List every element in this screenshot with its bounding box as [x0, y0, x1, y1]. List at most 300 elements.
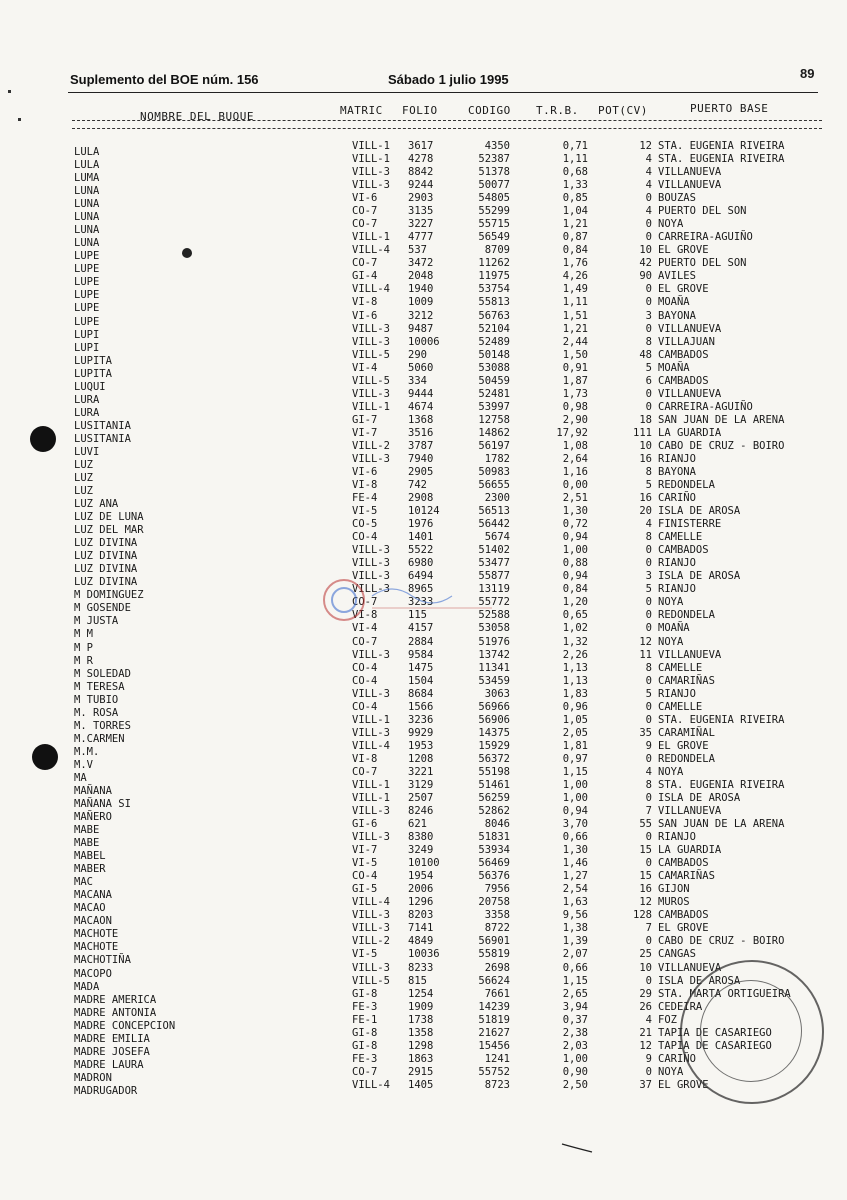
cell-trb: 3,94	[562, 1000, 588, 1013]
cell-codigo: 51819	[478, 1013, 510, 1026]
cell-trb: 1,30	[562, 505, 588, 518]
cell-trb: 1,73	[562, 387, 588, 400]
cell-codigo: 56469	[478, 857, 510, 870]
cell-folio: 115	[408, 609, 427, 622]
cell-puerto: EL GROVE	[658, 244, 709, 257]
cell-pot: 0	[645, 218, 652, 231]
cell-folio: 8203	[408, 909, 434, 922]
cell-matric: CO-5	[352, 518, 378, 531]
cell-folio: 7940	[408, 452, 434, 465]
cell-codigo: 56624	[478, 974, 510, 987]
cell-matric: VILL-4	[352, 1078, 390, 1091]
cell-folio: 4849	[408, 935, 434, 948]
cell-codigo: 8046	[484, 818, 510, 831]
cell-pot: 0	[645, 935, 652, 948]
cell-trb: 1,83	[562, 687, 588, 700]
table-row	[0, 309, 847, 328]
cell-name: MACAO	[74, 902, 106, 915]
cell-pot: 0	[645, 857, 652, 870]
cell-folio: 621	[408, 818, 427, 831]
cell-puerto: BAYONA	[658, 466, 696, 478]
cell-pot: 4	[645, 179, 652, 192]
cell-pot: 21	[639, 1026, 652, 1039]
cell-name: LULA	[74, 146, 100, 158]
table-row	[0, 896, 847, 915]
cell-trb: 0,84	[562, 244, 588, 257]
cell-folio: 3129	[408, 778, 434, 791]
cell-trb: 4,26	[562, 270, 588, 283]
cell-name: MAC	[74, 876, 93, 889]
cell-puerto: RIANJO	[658, 557, 696, 570]
cell-trb: 0,97	[562, 752, 588, 765]
library-watermark-logo	[322, 566, 522, 636]
cell-puerto: STA. EUGENIA RIVEIRA	[658, 153, 785, 166]
cell-trb: 1,13	[562, 661, 588, 674]
punch-hole-mark	[30, 426, 56, 452]
table-row	[0, 765, 847, 784]
cell-trb: 1,20	[562, 596, 588, 609]
cell-puerto: VILLANUEVA	[658, 648, 722, 661]
cell-folio: 1738	[408, 1013, 434, 1026]
cell-folio: 1566	[408, 700, 434, 713]
cell-trb: 0,72	[562, 518, 588, 531]
cell-name: MACHOTIÑA	[74, 954, 131, 967]
cell-matric: GI-5	[352, 883, 378, 896]
cell-puerto: CABO DE CRUZ - BOIRO	[658, 935, 785, 948]
table-row	[0, 361, 847, 380]
cell-pot: 0	[645, 283, 652, 296]
cell-folio: 3227	[408, 218, 434, 231]
cell-folio: 1976	[408, 518, 434, 531]
cell-name: M TERESA	[74, 680, 125, 693]
cell-codigo: 1782	[484, 452, 510, 465]
publication-date: Sábado 1 julio 1995	[388, 72, 509, 87]
cell-matric: VILL-1	[352, 713, 390, 726]
cell-matric: VI-7	[352, 426, 378, 439]
cell-folio: 1358	[408, 1026, 434, 1039]
cell-matric: VILL-3	[352, 805, 390, 818]
cell-matric: VILL-3	[352, 570, 390, 583]
cell-pot: 12	[639, 1039, 652, 1052]
cell-codigo: 53754	[478, 283, 510, 296]
cell-codigo: 54805	[478, 192, 510, 205]
cell-pot: 4	[645, 1013, 652, 1026]
cell-codigo: 56763	[478, 309, 510, 322]
cell-matric: VILL-3	[352, 179, 390, 192]
cell-name: LUPI	[74, 328, 100, 341]
cell-codigo: 53088	[478, 361, 510, 374]
cell-folio: 1208	[408, 752, 434, 765]
cell-codigo: 1241	[484, 1052, 510, 1065]
cell-pot: 5	[645, 583, 652, 596]
cell-codigo: 7956	[484, 883, 510, 896]
cell-pot: 9	[645, 1052, 652, 1065]
cell-trb: 2,50	[562, 1078, 588, 1091]
cell-trb: 2,03	[562, 1039, 588, 1052]
cell-matric: VI-7	[352, 844, 378, 857]
cell-pot: 7	[645, 922, 652, 935]
cell-trb: 2,44	[562, 335, 588, 348]
cell-puerto: CAMARIÑAS	[658, 674, 715, 687]
cell-pot: 128	[633, 909, 652, 922]
cell-matric: VILL-3	[352, 544, 390, 557]
cell-name: LUPE	[74, 315, 100, 328]
cell-folio: 8965	[408, 583, 434, 596]
cell-codigo: 53997	[478, 400, 510, 413]
cell-folio: 3212	[408, 309, 434, 322]
cell-codigo: 55772	[478, 596, 510, 609]
table-row	[0, 492, 847, 511]
cell-pot: 12	[639, 896, 652, 909]
cell-pot: 15	[639, 870, 652, 883]
cell-name: MADRON	[74, 1071, 112, 1084]
cell-puerto: MOAÑA	[658, 361, 690, 374]
cell-folio: 4777	[408, 231, 434, 244]
cell-matric: VI-6	[352, 466, 378, 478]
cell-puerto: EL GROVE	[658, 1078, 709, 1091]
cell-pot: 0	[645, 557, 652, 570]
cell-trb: 0,91	[562, 361, 588, 374]
cell-folio: 815	[408, 974, 427, 987]
cell-codigo: 14375	[478, 726, 510, 739]
table-row	[0, 205, 847, 224]
cell-codigo: 56442	[478, 518, 510, 531]
table-row	[0, 661, 847, 680]
cell-codigo: 50077	[478, 179, 510, 192]
cell-codigo: 53058	[478, 622, 510, 635]
table-row	[0, 387, 847, 406]
table-row	[0, 909, 847, 928]
cell-name: MADRUGADOR	[74, 1084, 138, 1097]
cell-matric: GI-8	[352, 1039, 378, 1052]
header-dashed-rule-2	[72, 128, 822, 129]
cell-trb: 0,85	[562, 192, 588, 205]
cell-pot: 0	[645, 831, 652, 844]
cell-puerto: VILLANUEVA	[658, 166, 722, 179]
table-row	[0, 231, 847, 250]
cell-trb: 1,46	[562, 857, 588, 870]
cell-pot: 4	[645, 765, 652, 778]
cell-matric: VILL-3	[352, 557, 390, 570]
cell-codigo: 55813	[478, 296, 510, 309]
cell-matric: VILL-4	[352, 283, 390, 296]
cell-codigo: 55198	[478, 765, 510, 778]
cell-puerto: MOAÑA	[658, 622, 690, 635]
cell-matric: VI-8	[352, 609, 378, 622]
cell-pot: 0	[645, 622, 652, 635]
cell-name: LUNA	[74, 198, 100, 211]
cell-pot: 8	[645, 778, 652, 791]
cell-pot: 5	[645, 479, 652, 492]
cell-name: LUSITANIA	[74, 432, 131, 445]
cell-name: LUZ ANA	[74, 498, 119, 511]
table-row	[0, 752, 847, 771]
cell-trb: 1,33	[562, 179, 588, 192]
cell-matric: VILL-2	[352, 935, 390, 948]
cell-matric: CO-4	[352, 531, 378, 544]
cell-puerto: VILLANUEVA	[658, 805, 722, 818]
cell-codigo: 56376	[478, 870, 510, 883]
cell-name: LUPE	[74, 289, 100, 302]
cell-trb: 0,94	[562, 570, 588, 583]
cell-matric: VI-4	[352, 361, 378, 374]
cell-matric: GI-4	[352, 270, 378, 283]
cell-name: LUPITA	[74, 354, 112, 367]
cell-matric: VI-6	[352, 309, 378, 322]
cell-pot: 35	[639, 726, 652, 739]
cell-codigo: 53934	[478, 844, 510, 857]
cell-trb: 1,05	[562, 713, 588, 726]
cell-puerto: ISLA DE AROSA	[658, 974, 741, 987]
cell-trb: 0,96	[562, 700, 588, 713]
column-header-matric: MATRIC	[340, 104, 383, 117]
cell-folio: 9584	[408, 648, 434, 661]
cell-puerto: ISLA DE AROSA	[658, 570, 741, 583]
cell-pot: 8	[645, 466, 652, 478]
table-row	[0, 505, 847, 524]
cell-folio: 3787	[408, 439, 434, 452]
cell-folio: 4278	[408, 153, 434, 166]
cell-codigo: 50459	[478, 374, 510, 387]
cell-codigo: 50983	[478, 466, 510, 478]
cell-name: MADRE EMILIA	[74, 1032, 150, 1045]
cell-matric: CO-7	[352, 1065, 378, 1078]
cell-pot: 0	[645, 713, 652, 726]
cell-pot: 0	[645, 674, 652, 687]
cell-puerto: PUERTO DEL SON	[658, 257, 747, 270]
cell-codigo: 53477	[478, 557, 510, 570]
cell-matric: VILL-3	[352, 831, 390, 844]
cell-pot: 4	[645, 518, 652, 531]
cell-codigo: 51402	[478, 544, 510, 557]
cell-codigo: 8723	[484, 1078, 510, 1091]
cell-pot: 55	[639, 818, 652, 831]
column-header-trb: T.R.B.	[536, 104, 579, 117]
cell-puerto: TAPIA DE CASARIEGO	[658, 1039, 772, 1052]
page-number: 89	[800, 66, 815, 81]
table-row	[0, 531, 847, 550]
cell-folio: 742	[408, 479, 427, 492]
cell-name: M TUBIO	[74, 693, 119, 706]
cell-pot: 11	[639, 648, 652, 661]
cell-trb: 2,65	[562, 987, 588, 1000]
cell-folio: 1368	[408, 413, 434, 426]
cell-matric: VILL-1	[352, 778, 390, 791]
cell-codigo: 21627	[478, 1026, 510, 1039]
cell-pot: 37	[639, 1078, 652, 1091]
cell-name: LUZ	[74, 485, 93, 498]
cell-folio: 2903	[408, 192, 434, 205]
cell-folio: 6980	[408, 557, 434, 570]
cell-codigo: 14862	[478, 426, 510, 439]
cell-name: MACANA	[74, 889, 112, 902]
punch-hole-mark	[32, 744, 58, 770]
cell-trb: 1,04	[562, 205, 588, 218]
cell-matric: VILL-1	[352, 231, 390, 244]
cell-name: MADRE ANTONIA	[74, 1006, 157, 1019]
cell-trb: 1,21	[562, 218, 588, 231]
cell-pot: 4	[645, 153, 652, 166]
table-row	[0, 179, 847, 198]
cell-trb: 0,88	[562, 557, 588, 570]
cell-matric: VILL-3	[352, 961, 390, 974]
cell-folio: 8842	[408, 166, 434, 179]
cell-puerto: RIANJO	[658, 687, 696, 700]
cell-name: LUQUI	[74, 380, 106, 393]
table-row	[0, 635, 847, 654]
scan-dot	[8, 90, 11, 93]
cell-puerto: STA. EUGENIA RIVEIRA	[658, 140, 785, 152]
cell-matric: VILL-1	[352, 792, 390, 804]
cell-codigo: 15929	[478, 739, 510, 752]
cell-puerto: CARAMIÑAL	[658, 726, 715, 739]
cell-puerto: STA. EUGENIA RIVEIRA	[658, 713, 785, 726]
cell-pot: 111	[633, 426, 652, 439]
cell-puerto: CAMARIÑAS	[658, 870, 715, 883]
cell-pot: 3	[645, 570, 652, 583]
cell-puerto: TAPIA DE CASARIEGO	[658, 1026, 772, 1039]
cell-name: LUPE	[74, 302, 100, 315]
cell-pot: 0	[645, 192, 652, 205]
cell-pot: 0	[645, 596, 652, 609]
cell-puerto: RIANJO	[658, 452, 696, 465]
cell-codigo: 11341	[478, 661, 510, 674]
cell-puerto: CAMBADOS	[658, 348, 709, 361]
cell-folio: 9929	[408, 726, 434, 739]
table-row	[0, 244, 847, 263]
cell-puerto: SAN JUAN DE LA ARENA	[658, 413, 785, 426]
table-row	[0, 479, 847, 498]
cell-puerto: FOZ	[658, 1013, 677, 1026]
cell-codigo: 56549	[478, 231, 510, 244]
cell-name: M.V	[74, 758, 93, 771]
cell-puerto: CAMBADOS	[658, 544, 709, 557]
cell-puerto: STA. EUGENIA RIVEIRA	[658, 778, 785, 791]
table-row	[0, 544, 847, 563]
cell-folio: 4157	[408, 622, 434, 635]
cell-folio: 1504	[408, 674, 434, 687]
cell-puerto: CAMELLE	[658, 700, 703, 713]
cell-puerto: REDONDELA	[658, 479, 715, 492]
cell-pot: 0	[645, 544, 652, 557]
column-header-puerto: PUERTO BASE	[690, 102, 769, 115]
cell-codigo: 56259	[478, 792, 510, 804]
cell-codigo: 51976	[478, 635, 510, 648]
cell-puerto: VILLAJUAN	[658, 335, 715, 348]
cell-pot: 7	[645, 805, 652, 818]
cell-codigo: 51831	[478, 831, 510, 844]
cell-name: MAÑANA SI	[74, 798, 131, 810]
cell-puerto: CANGAS	[658, 948, 696, 961]
cell-trb: 2,90	[562, 413, 588, 426]
cell-folio: 9487	[408, 322, 434, 335]
cell-name: MADRE JOSEFA	[74, 1045, 150, 1058]
cell-name: LUNA	[74, 211, 100, 224]
cell-codigo: 4350	[484, 140, 510, 152]
cell-matric: VI-8	[352, 752, 378, 765]
cell-name: LUPITA	[74, 367, 112, 380]
cell-matric: VI-4	[352, 622, 378, 635]
cell-matric: CO-7	[352, 765, 378, 778]
cell-codigo: 2300	[484, 492, 510, 505]
cell-folio: 2908	[408, 492, 434, 505]
table-row	[0, 778, 847, 797]
cell-trb: 1,76	[562, 257, 588, 270]
cell-puerto: NOYA	[658, 596, 684, 609]
table-row	[0, 166, 847, 185]
cell-codigo: 2698	[484, 961, 510, 974]
cell-name: M. TORRES	[74, 719, 131, 732]
table-row	[0, 805, 847, 824]
table-row	[0, 922, 847, 941]
cell-name: LUNA	[74, 237, 100, 250]
cell-matric: VI-8	[352, 296, 378, 309]
cell-codigo: 56906	[478, 713, 510, 726]
cell-folio: 10006	[408, 335, 440, 348]
cell-puerto: CABO DE CRUZ - BOIRO	[658, 439, 785, 452]
cell-matric: VI-6	[352, 192, 378, 205]
cell-name: LUZ DEL MAR	[74, 524, 144, 537]
cell-trb: 1,11	[562, 153, 588, 166]
cell-puerto: CAMBADOS	[658, 909, 709, 922]
cell-trb: 0,94	[562, 805, 588, 818]
cell-codigo: 56966	[478, 700, 510, 713]
cell-trb: 1,00	[562, 792, 588, 804]
cell-matric: FE-3	[352, 1052, 378, 1065]
cell-folio: 3617	[408, 140, 434, 152]
cell-pot: 10	[639, 439, 652, 452]
cell-codigo: 52588	[478, 609, 510, 622]
cell-puerto: CAMELLE	[658, 531, 703, 544]
cell-trb: 2,38	[562, 1026, 588, 1039]
cell-puerto: NOYA	[658, 1065, 684, 1078]
cell-codigo: 11975	[478, 270, 510, 283]
cell-pot: 0	[645, 792, 652, 804]
cell-pot: 4	[645, 205, 652, 218]
cell-puerto: STA. MARTA ORTIGUEIRA	[658, 987, 791, 1000]
cell-pot: 0	[645, 231, 652, 244]
cell-folio: 5522	[408, 544, 434, 557]
cell-pot: 15	[639, 844, 652, 857]
cell-trb: 0,66	[562, 961, 588, 974]
cell-puerto: NOYA	[658, 635, 684, 648]
cell-puerto: VILLANUEVA	[658, 322, 722, 335]
table-row	[0, 948, 847, 967]
cell-trb: 0,90	[562, 1065, 588, 1078]
cell-pot: 26	[639, 1000, 652, 1013]
cell-codigo: 13742	[478, 648, 510, 661]
cell-folio: 6494	[408, 570, 434, 583]
cell-matric: FE-1	[352, 1013, 378, 1026]
column-header-name: NOMBRE DEL BUQUE	[140, 110, 254, 123]
cell-puerto: LA GUARDIA	[658, 844, 722, 857]
cell-pot: 0	[645, 322, 652, 335]
cell-matric: VILL-1	[352, 400, 390, 413]
cell-name: MABE	[74, 824, 100, 837]
cell-trb: 0,00	[562, 479, 588, 492]
cell-codigo: 8722	[484, 922, 510, 935]
cell-folio: 10100	[408, 857, 440, 870]
cell-puerto: FINISTERRE	[658, 518, 722, 531]
cell-matric: VILL-2	[352, 439, 390, 452]
cell-name: LUZ	[74, 472, 93, 484]
cell-codigo: 5674	[484, 531, 510, 544]
cell-matric: FE-4	[352, 492, 378, 505]
cell-puerto: RIANJO	[658, 583, 696, 596]
cell-trb: 1,15	[562, 974, 588, 987]
cell-name: M GOSENDE	[74, 602, 131, 615]
cell-trb: 1,16	[562, 466, 588, 478]
